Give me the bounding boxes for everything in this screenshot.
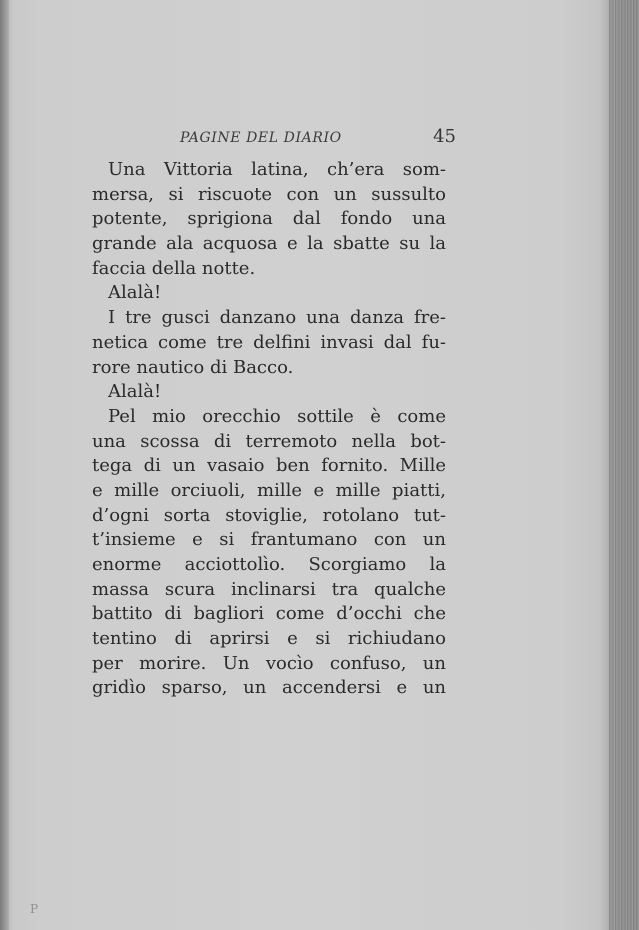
corner-mark: P xyxy=(30,902,39,916)
body-text xyxy=(92,158,446,701)
page-number: 45 xyxy=(433,126,456,147)
text-line: potente, sprigiona dal fondo una xyxy=(92,208,446,230)
text-line: mersa, si riscuote con un sussulto xyxy=(92,183,446,205)
page-edge-left xyxy=(0,0,9,930)
text-line: Alalà! xyxy=(108,381,162,403)
text-line: faccia della notte. xyxy=(92,257,256,279)
page-header xyxy=(180,126,456,150)
text-line: I tre gusci danzano una danza fre- xyxy=(108,307,446,329)
text-line: battito di bagliori come d’occhi che xyxy=(92,603,446,625)
running-head: PAGINE DEL DIARIO xyxy=(180,130,342,146)
text-line: d’ogni sorta stoviglie, rotolano tut- xyxy=(92,504,446,526)
page-edge-right xyxy=(609,0,639,930)
text-line: Alalà! xyxy=(108,282,162,304)
text-line: grande ala acquosa e la sbatte su la xyxy=(92,233,446,255)
text-line: rore nautico di Bacco. xyxy=(92,356,294,378)
text-line: gridìo sparso, un accendersi e un xyxy=(92,677,446,699)
text-line: Una Vittoria latina, ch’era som- xyxy=(108,159,446,180)
text-line: t’insieme e si frantumano con un xyxy=(92,529,446,551)
text-line: e mille orciuoli, mille e mille piatti, xyxy=(92,479,446,501)
text-line: Pel mio orecchio sottile è come xyxy=(108,405,446,427)
text-line: una scossa di terremoto nella bot- xyxy=(92,430,446,452)
text-line: netica come tre delfini invasi dal fu- xyxy=(92,331,446,353)
text-line: tega di un vasaio ben fornito. Mille xyxy=(92,455,446,477)
text-line: enorme acciottolìo. Scorgiamo la xyxy=(92,554,446,575)
text-line: per morire. Un vocìo confuso, un xyxy=(92,652,446,674)
text-line: tentino di aprirsi e si richiudano xyxy=(92,628,446,650)
text-line: massa scura inclinarsi tra qualche xyxy=(92,578,446,600)
